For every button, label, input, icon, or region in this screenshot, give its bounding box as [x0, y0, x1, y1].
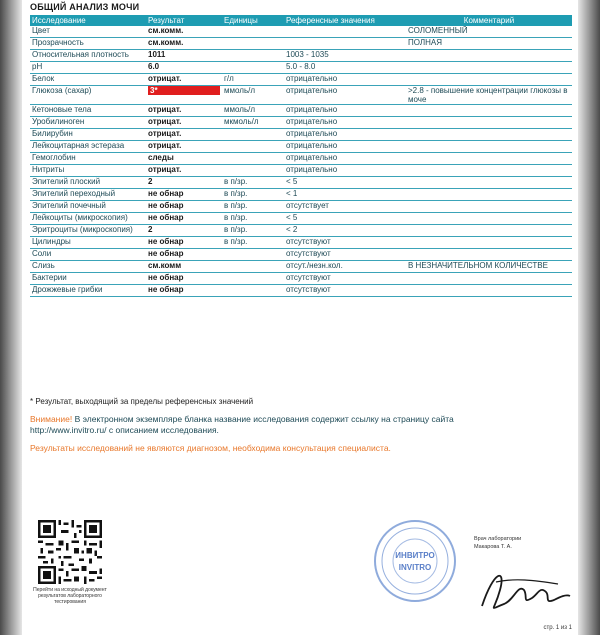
row-units [222, 165, 284, 177]
row-comment: СОЛОМЕННЫЙ [406, 26, 572, 38]
invitro-link[interactable]: http://www.invitro.ru/ [30, 425, 107, 435]
results-table [30, 15, 572, 297]
table-row [30, 225, 572, 237]
row-result: см.комм. [146, 38, 222, 50]
row-reference: отсут./незн.кол. [284, 261, 406, 273]
row-comment [406, 74, 572, 86]
table-row [30, 62, 572, 74]
row-reference: отрицательно [284, 165, 406, 177]
row-reference: < 1 [284, 189, 406, 201]
row-comment [406, 273, 572, 285]
row-comment [406, 177, 572, 189]
row-reference: отрицательно [284, 74, 406, 86]
table-row [30, 153, 572, 165]
row-units: в п/зр. [222, 213, 284, 225]
row-units [222, 38, 284, 50]
row-reference: отрицательно [284, 86, 406, 105]
row-reference: отрицательно [284, 117, 406, 129]
disclaimer: Результаты исследований не являются диагнозом, необходима консультация специалиста. [30, 443, 391, 453]
row-name: Дрожжевые грибки [30, 285, 146, 297]
row-units: в п/зр. [222, 237, 284, 249]
row-name: pH [30, 62, 146, 74]
table-row [30, 201, 572, 213]
row-comment [406, 50, 572, 62]
row-units [222, 50, 284, 62]
header-reference: Референсные значения [284, 15, 406, 26]
row-name: Белок [30, 74, 146, 86]
row-reference: < 5 [284, 177, 406, 189]
row-reference: отсутствует [284, 201, 406, 213]
viewer-edge-right [578, 0, 600, 635]
row-result: 1011 [146, 50, 222, 62]
table-row [30, 38, 572, 50]
table-row [30, 165, 572, 177]
row-reference: 1003 - 1035 [284, 50, 406, 62]
table-row [30, 86, 572, 105]
row-reference [284, 38, 406, 50]
row-result: не обнар [146, 201, 222, 213]
table-header-row [30, 15, 572, 26]
row-comment [406, 237, 572, 249]
row-reference: отсутствуют [284, 237, 406, 249]
document-title: ОБЩИЙ АНАЛИЗ МОЧИ [30, 2, 140, 12]
row-comment [406, 129, 572, 141]
row-result: не обнар [146, 237, 222, 249]
row-name: Эпителий почечный [30, 201, 146, 213]
row-name: Глюкоза (сахар) [30, 86, 146, 105]
row-comment: >2.8 - повышение концентрации глюкозы в моче [406, 86, 572, 105]
row-result: 2 [146, 225, 222, 237]
row-comment [406, 165, 572, 177]
out-of-range-flag: 3* [148, 86, 220, 95]
row-result: 6.0 [146, 62, 222, 74]
row-units: мкмоль/л [222, 117, 284, 129]
row-units: в п/зр. [222, 189, 284, 201]
row-comment [406, 201, 572, 213]
table-row [30, 189, 572, 201]
row-name: Нитриты [30, 165, 146, 177]
row-reference: отсутствуют [284, 273, 406, 285]
header-units: Единицы [222, 15, 284, 26]
row-units [222, 26, 284, 38]
qr-code[interactable] [38, 520, 102, 584]
document-page [22, 0, 578, 635]
header-result: Результат [146, 15, 222, 26]
page-number: стр. 1 из 1 [543, 625, 572, 631]
row-units [222, 273, 284, 285]
qr-caption: Перейти на исходный документ результатов лабораторного тестирования [33, 587, 107, 605]
row-units: в п/зр. [222, 225, 284, 237]
warning-body: В электронном экземпляре бланка название исследования содержит ссылку на страницу сайта [72, 414, 454, 424]
table-row [30, 105, 572, 117]
row-reference: отрицательно [284, 105, 406, 117]
row-result: не обнар [146, 249, 222, 261]
row-units [222, 129, 284, 141]
row-reference: 5.0 - 8.0 [284, 62, 406, 74]
row-reference: отсутствуют [284, 285, 406, 297]
row-units: г/л [222, 74, 284, 86]
table-row [30, 273, 572, 285]
row-name: Уробилиноген [30, 117, 146, 129]
row-comment [406, 141, 572, 153]
table-row [30, 26, 572, 38]
table-row [30, 129, 572, 141]
row-result: см.комм [146, 261, 222, 273]
warning-body-2: с описанием исследования. [106, 425, 219, 435]
row-result: отрицат. [146, 74, 222, 86]
row-name: Бактерии [30, 273, 146, 285]
row-name: Слизь [30, 261, 146, 273]
laboratory-stamp [372, 518, 458, 604]
doctor-name: Макарова Т. А. [474, 544, 512, 550]
footnote: * Результат, выходящий за пределы референсных значений [30, 397, 254, 406]
row-units [222, 153, 284, 165]
row-comment: В НЕЗНАЧИТЕЛЬНОМ КОЛИЧЕСТВЕ [406, 261, 572, 273]
row-result: не обнар [146, 285, 222, 297]
row-name: Цилиндры [30, 237, 146, 249]
row-comment [406, 62, 572, 74]
row-reference: отсутствуют [284, 249, 406, 261]
row-result: отрицат. [146, 165, 222, 177]
row-result: отрицат. [146, 129, 222, 141]
row-name: Билирубин [30, 129, 146, 141]
row-units [222, 285, 284, 297]
row-units: ммоль/л [222, 105, 284, 117]
doctor-info [474, 535, 521, 551]
row-name: Эпителий плоский [30, 177, 146, 189]
row-name: Цвет [30, 26, 146, 38]
table-row [30, 117, 572, 129]
row-reference: отрицательно [284, 129, 406, 141]
header-comment: Комментарий [406, 15, 572, 26]
row-comment [406, 153, 572, 165]
table-row [30, 213, 572, 225]
row-name: Эпителий переходный [30, 189, 146, 201]
row-result: не обнар [146, 189, 222, 201]
row-result: следы [146, 153, 222, 165]
row-result [146, 86, 222, 105]
table-row [30, 74, 572, 86]
row-comment [406, 249, 572, 261]
row-units [222, 261, 284, 273]
row-units [222, 249, 284, 261]
row-name: Относительная плотность [30, 50, 146, 62]
row-name: Эритроциты (микроскопия) [30, 225, 146, 237]
row-name: Прозрачность [30, 38, 146, 50]
row-reference: < 5 [284, 213, 406, 225]
table-row [30, 249, 572, 261]
row-result: отрицат. [146, 117, 222, 129]
warning-text [30, 414, 550, 436]
warning-label: Внимание! [30, 414, 73, 424]
stamp-bottom-text: INVITRO [398, 563, 432, 572]
row-reference: отрицательно [284, 141, 406, 153]
row-comment [406, 213, 572, 225]
row-result: отрицат. [146, 141, 222, 153]
row-name: Кетоновые тела [30, 105, 146, 117]
row-result: не обнар [146, 273, 222, 285]
row-units: в п/зр. [222, 201, 284, 213]
row-comment [406, 117, 572, 129]
table-row [30, 261, 572, 273]
row-comment [406, 285, 572, 297]
row-units [222, 62, 284, 74]
row-result: 2 [146, 177, 222, 189]
table-row [30, 50, 572, 62]
table-row [30, 285, 572, 297]
row-result: отрицат. [146, 105, 222, 117]
row-name: Гемоглобин [30, 153, 146, 165]
row-comment [406, 225, 572, 237]
row-units [222, 141, 284, 153]
row-comment [406, 189, 572, 201]
row-comment: ПОЛНАЯ [406, 38, 572, 50]
row-reference [284, 26, 406, 38]
row-result: см.комм. [146, 26, 222, 38]
row-reference: < 2 [284, 225, 406, 237]
row-result: не обнар [146, 213, 222, 225]
viewer-edge-left [0, 0, 22, 635]
row-name: Лейкоциты (микроскопия) [30, 213, 146, 225]
header-name: Исследование [30, 15, 146, 26]
table-row [30, 177, 572, 189]
table-row [30, 237, 572, 249]
row-name: Лейкоцитарная эстераза [30, 141, 146, 153]
row-comment [406, 105, 572, 117]
doctor-title: Врач лаборатории [474, 536, 522, 542]
row-reference: отрицательно [284, 153, 406, 165]
row-name: Соли [30, 249, 146, 261]
stamp-top-text: ИНВИТРО [395, 551, 435, 560]
row-units: ммоль/л [222, 86, 284, 105]
table-row [30, 141, 572, 153]
doctor-signature [474, 560, 574, 616]
row-units: в п/зр. [222, 177, 284, 189]
